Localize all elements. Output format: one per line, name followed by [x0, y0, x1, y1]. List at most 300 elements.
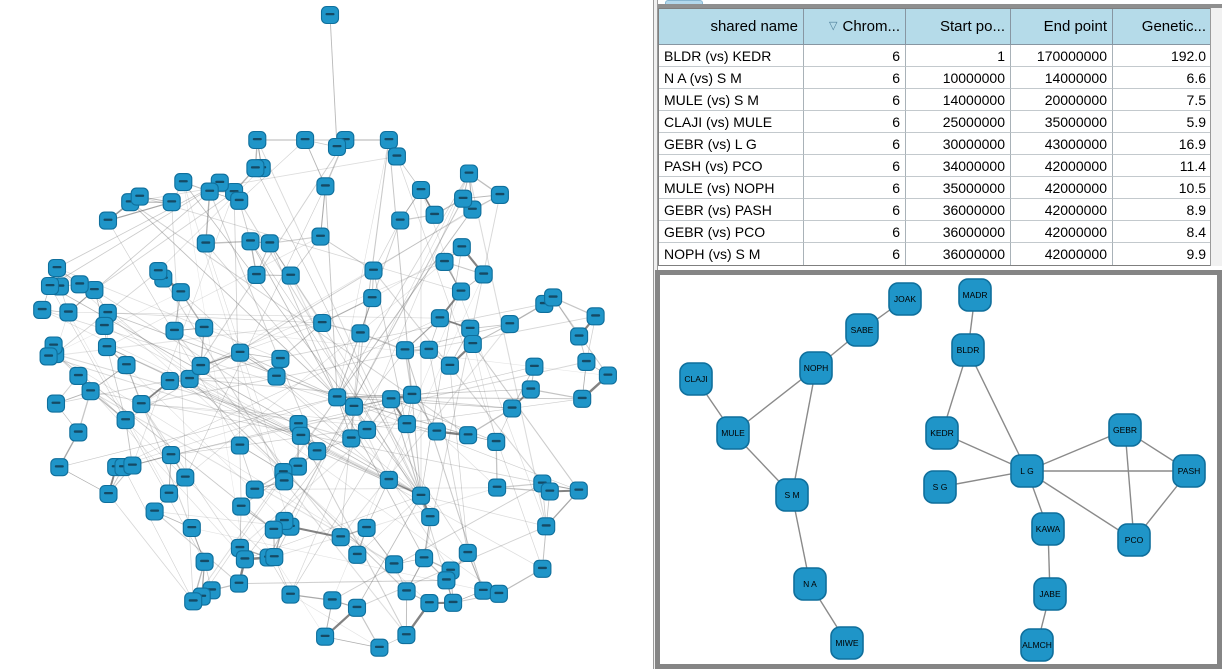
table-cell[interactable]: 16.9: [1113, 133, 1211, 155]
table-cell[interactable]: 5.9: [1113, 111, 1211, 133]
network-node[interactable]: [197, 235, 214, 252]
table-cell[interactable]: 6: [804, 221, 906, 243]
network-node[interactable]: [438, 572, 455, 589]
network-node[interactable]: [248, 266, 265, 283]
network-node[interactable]: [276, 473, 293, 490]
node-label-smudge: [240, 557, 249, 559]
network-node-sabe[interactable]: [846, 314, 878, 346]
network-node[interactable]: [574, 390, 591, 407]
network-node[interactable]: [455, 190, 472, 207]
network-node[interactable]: [42, 278, 59, 295]
network-node-gebr[interactable]: [1109, 414, 1141, 446]
node-label-smudge: [442, 578, 451, 580]
network-node[interactable]: [51, 459, 68, 476]
network-node-almch[interactable]: [1021, 629, 1053, 661]
node-label-smudge: [253, 138, 262, 140]
node-label-smudge: [286, 593, 295, 595]
table-row[interactable]: [659, 133, 1211, 155]
node-label-smudge: [279, 470, 288, 472]
node-label-smudge: [74, 430, 83, 432]
node-label-smudge: [250, 488, 259, 490]
network-node[interactable]: [420, 341, 437, 358]
network-node[interactable]: [453, 239, 470, 256]
column-header-label: End point: [1043, 18, 1107, 35]
network-node[interactable]: [185, 593, 202, 610]
network-node[interactable]: [282, 267, 299, 284]
node-label: SABE: [850, 325, 874, 335]
table-cell[interactable]: MULE (vs) S M: [659, 89, 804, 111]
table-cell[interactable]: 43000000: [1011, 133, 1113, 155]
network-node[interactable]: [161, 373, 178, 390]
node-label-smudge: [390, 562, 399, 564]
network-node[interactable]: [60, 304, 77, 321]
table-cell[interactable]: N A (vs) S M: [659, 67, 804, 89]
network-node[interactable]: [231, 437, 248, 454]
node-label-smudge: [100, 324, 109, 326]
table-cell[interactable]: 30000000: [906, 133, 1011, 155]
node-label-smudge: [479, 272, 488, 274]
network-node[interactable]: [365, 262, 382, 279]
node-label-smudge: [333, 395, 342, 397]
network-node[interactable]: [587, 308, 604, 325]
network-node[interactable]: [441, 357, 458, 374]
network-node[interactable]: [124, 457, 141, 474]
subnetwork-view-panel[interactable]: [655, 270, 1222, 669]
network-node[interactable]: [196, 319, 213, 336]
node-label-smudge: [384, 478, 393, 480]
table-cell[interactable]: 42000000: [1011, 155, 1113, 177]
table-cell[interactable]: 11.4: [1113, 155, 1211, 177]
node-label-smudge: [201, 241, 210, 243]
network-node[interactable]: [445, 594, 462, 611]
network-node[interactable]: [242, 233, 259, 250]
table-cell[interactable]: 36000000: [906, 221, 1011, 243]
table-cell[interactable]: 6: [804, 133, 906, 155]
network-node[interactable]: [99, 339, 116, 356]
node-label-smudge: [235, 444, 244, 446]
network-node[interactable]: [233, 498, 250, 515]
network-node[interactable]: [317, 628, 334, 645]
network-node[interactable]: [96, 317, 113, 334]
network-node[interactable]: [488, 433, 505, 450]
network-node[interactable]: [196, 553, 213, 570]
network-node[interactable]: [163, 447, 180, 464]
network-node[interactable]: [538, 518, 555, 535]
table-cell[interactable]: BLDR (vs) KEDR: [659, 45, 804, 67]
node-label-smudge: [408, 393, 417, 395]
network-node[interactable]: [146, 503, 163, 520]
network-node[interactable]: [247, 160, 264, 177]
network-node[interactable]: [232, 344, 249, 361]
network-node[interactable]: [398, 627, 415, 644]
table-cell[interactable]: 6: [804, 243, 906, 265]
network-node[interactable]: [352, 325, 369, 342]
node-label-smudge: [235, 582, 244, 584]
column-header-start-po[interactable]: [906, 9, 1011, 45]
node-label-smudge: [417, 494, 426, 496]
network-node[interactable]: [383, 391, 400, 408]
network-node[interactable]: [578, 353, 595, 370]
table-cell[interactable]: 192.0: [1113, 45, 1211, 67]
filter-funnel-icon[interactable]: ▽: [829, 20, 838, 32]
network-node[interactable]: [34, 301, 51, 318]
network-node[interactable]: [459, 544, 476, 561]
network-node[interactable]: [161, 485, 178, 502]
network-edge-BLDR-LG[interactable]: [968, 350, 1027, 471]
network-node-l-g[interactable]: [1011, 455, 1043, 487]
network-node[interactable]: [436, 253, 453, 270]
network-node-claji[interactable]: [680, 363, 712, 395]
network-node[interactable]: [461, 165, 478, 182]
table-cell[interactable]: 34000000: [906, 155, 1011, 177]
network-node[interactable]: [398, 583, 415, 600]
network-node[interactable]: [201, 183, 218, 200]
node-label-smudge: [493, 486, 502, 488]
network-node[interactable]: [70, 424, 87, 441]
network-node[interactable]: [282, 586, 299, 603]
network-node[interactable]: [462, 320, 479, 337]
table-cell[interactable]: 36000000: [906, 243, 1011, 265]
network-node[interactable]: [133, 396, 150, 413]
table-cell[interactable]: 14000000: [1011, 67, 1113, 89]
network-node-n-a[interactable]: [794, 568, 826, 600]
node-label-smudge: [417, 188, 426, 190]
table-row[interactable]: [659, 177, 1211, 199]
table-cell[interactable]: 36000000: [906, 199, 1011, 221]
network-node[interactable]: [349, 546, 366, 563]
node-label-smudge: [252, 273, 261, 275]
network-node[interactable]: [386, 556, 403, 573]
network-node[interactable]: [297, 132, 314, 149]
network-node[interactable]: [246, 481, 263, 498]
node-label-smudge: [170, 329, 179, 331]
network-node[interactable]: [364, 290, 381, 307]
table-cell[interactable]: 35000000: [906, 177, 1011, 199]
table-cell[interactable]: 6: [804, 111, 906, 133]
table-row[interactable]: [659, 67, 1211, 89]
node-label-smudge: [296, 434, 305, 436]
table-cell[interactable]: CLAJI (vs) MULE: [659, 111, 804, 133]
network-node[interactable]: [192, 357, 209, 374]
table-row[interactable]: [659, 155, 1211, 177]
network-node-s-m[interactable]: [776, 479, 808, 511]
network-node[interactable]: [150, 263, 167, 280]
network-node[interactable]: [131, 188, 148, 205]
network-node[interactable]: [48, 395, 65, 412]
network-node[interactable]: [489, 479, 506, 496]
node-label-smudge: [246, 239, 255, 241]
edge-table-panel: [658, 0, 1222, 266]
table-cell[interactable]: 6: [804, 45, 906, 67]
node-label-smudge: [321, 635, 330, 637]
table-cell[interactable]: 10.5: [1113, 177, 1211, 199]
network-node[interactable]: [272, 350, 289, 367]
node-label-smudge: [276, 357, 285, 359]
node-label-smudge: [318, 321, 327, 323]
network-node[interactable]: [534, 560, 551, 577]
subnetwork-svg: [660, 275, 1217, 664]
network-node[interactable]: [49, 260, 66, 277]
network-node[interactable]: [526, 358, 543, 375]
network-node[interactable]: [398, 416, 415, 433]
network-node[interactable]: [317, 178, 334, 195]
network-node-jabe[interactable]: [1034, 578, 1066, 610]
network-node[interactable]: [332, 529, 349, 546]
node-label-smudge: [55, 465, 64, 467]
table-row[interactable]: [659, 243, 1211, 265]
node-label: N A: [803, 579, 817, 589]
node-label-smudge: [326, 13, 335, 15]
table-cell[interactable]: 6: [804, 199, 906, 221]
node-label: KAWA: [1035, 524, 1061, 534]
table-cell[interactable]: 14000000: [906, 89, 1011, 111]
node-label: MIWE: [835, 638, 859, 648]
network-node[interactable]: [309, 443, 326, 460]
table-cell[interactable]: 170000000: [1011, 45, 1113, 67]
network-node[interactable]: [117, 412, 134, 429]
node-label-smudge: [575, 334, 584, 336]
network-node[interactable]: [359, 421, 376, 438]
table-row[interactable]: [659, 45, 1211, 67]
table-cell[interactable]: GEBR (vs) PASH: [659, 199, 804, 221]
network-node[interactable]: [292, 427, 309, 444]
network-node[interactable]: [312, 228, 329, 245]
table-cell[interactable]: 10000000: [906, 67, 1011, 89]
network-node[interactable]: [416, 550, 433, 567]
node-label-smudge: [479, 589, 488, 591]
network-node[interactable]: [464, 336, 481, 353]
network-node[interactable]: [266, 549, 283, 566]
network-node[interactable]: [388, 148, 405, 165]
network-node[interactable]: [522, 381, 539, 398]
network-node[interactable]: [166, 322, 183, 339]
node-label-smudge: [103, 311, 112, 313]
network-node[interactable]: [380, 471, 397, 488]
network-node[interactable]: [426, 206, 443, 223]
table-cell[interactable]: 6: [804, 89, 906, 111]
table-cell[interactable]: 6.6: [1113, 67, 1211, 89]
network-node-mule[interactable]: [717, 417, 749, 449]
network-node[interactable]: [322, 7, 339, 24]
network-node-bldr[interactable]: [952, 334, 984, 366]
network-node-miwe[interactable]: [831, 627, 863, 659]
network-node-pash[interactable]: [1173, 455, 1205, 487]
edge-attribute-table: [658, 8, 1212, 266]
node-label-smudge: [316, 235, 325, 237]
column-header-shared-name[interactable]: [659, 9, 804, 45]
node-label-smudge: [90, 288, 99, 290]
network-node[interactable]: [314, 315, 331, 332]
network-node[interactable]: [421, 595, 438, 612]
network-node[interactable]: [172, 284, 189, 301]
network-node[interactable]: [491, 186, 508, 203]
network-node[interactable]: [453, 283, 470, 300]
node-label-smudge: [402, 422, 411, 424]
network-node[interactable]: [349, 599, 366, 616]
network-node[interactable]: [570, 482, 587, 499]
network-edge: [124, 467, 194, 601]
column-header-label: Genetic...: [1141, 18, 1206, 35]
node-label-smudge: [526, 387, 535, 389]
node-label-smudge: [235, 546, 244, 548]
network-node[interactable]: [413, 487, 430, 504]
network-node[interactable]: [261, 235, 278, 252]
network-node-kedr[interactable]: [926, 417, 958, 449]
node-label-smudge: [167, 453, 176, 455]
network-node-madr[interactable]: [959, 279, 991, 311]
node-label: JABE: [1039, 589, 1061, 599]
network-node[interactable]: [422, 509, 439, 526]
column-header-genetic[interactable]: [1113, 9, 1211, 45]
table-cell[interactable]: 9.9: [1186, 246, 1206, 262]
table-cell[interactable]: NOPH (vs) S M: [659, 243, 804, 265]
table-cell[interactable]: 42000000: [1011, 243, 1113, 265]
node-label-smudge: [432, 430, 441, 432]
node-label-smudge: [457, 290, 466, 292]
network-edge: [421, 496, 546, 527]
network-node[interactable]: [428, 423, 445, 440]
network-node[interactable]: [265, 521, 282, 538]
node-label-smudge: [293, 465, 302, 467]
network-node[interactable]: [431, 310, 448, 327]
node-label: GEBR: [1112, 425, 1138, 435]
network-node[interactable]: [475, 582, 492, 599]
network-node[interactable]: [413, 182, 430, 199]
table-scrollbar[interactable]: [1210, 8, 1222, 266]
node-label-smudge: [542, 524, 551, 526]
table-row[interactable]: [659, 89, 1211, 111]
column-header-label: Chrom...: [842, 18, 900, 35]
network-node[interactable]: [236, 551, 253, 568]
node-label-smudge: [269, 528, 278, 530]
table-cell[interactable]: 8.4: [1113, 221, 1211, 243]
network-edge-NOPH-SM[interactable]: [792, 368, 816, 495]
column-header-chrom[interactable]: [804, 9, 906, 45]
node-label-smudge: [137, 402, 146, 404]
node-label-smudge: [495, 193, 504, 195]
table-row[interactable]: [659, 221, 1211, 243]
node-label-smudge: [574, 489, 583, 491]
table-row[interactable]: [659, 199, 1211, 221]
table-cell[interactable]: 35000000: [1011, 111, 1113, 133]
network-node[interactable]: [163, 194, 180, 211]
network-node[interactable]: [249, 132, 266, 149]
node-label-smudge: [353, 553, 362, 555]
network-node[interactable]: [346, 398, 363, 415]
node-label-smudge: [104, 492, 113, 494]
network-node[interactable]: [183, 520, 200, 537]
network-node[interactable]: [599, 367, 616, 384]
node-label: L G: [1020, 466, 1034, 476]
network-node[interactable]: [231, 575, 248, 592]
node-label-smudge: [582, 360, 591, 362]
table-cell[interactable]: 6: [804, 177, 906, 199]
table-cell[interactable]: MULE (vs) NOPH: [659, 177, 804, 199]
node-label-smudge: [165, 379, 174, 381]
column-header-end-point[interactable]: [1011, 9, 1113, 45]
node-label-smudge: [356, 331, 365, 333]
network-node[interactable]: [324, 592, 341, 609]
network-node[interactable]: [343, 430, 360, 447]
node-label-smudge: [52, 402, 61, 404]
node-label: JOAK: [893, 294, 917, 304]
table-cell[interactable]: 25000000: [906, 111, 1011, 133]
table-cell[interactable]: 6: [804, 67, 906, 89]
network-node[interactable]: [268, 368, 285, 385]
table-cell[interactable]: 7.5: [1113, 89, 1211, 111]
network-node[interactable]: [371, 639, 388, 656]
network-node-noph[interactable]: [800, 352, 832, 384]
network-node[interactable]: [571, 328, 588, 345]
network-node[interactable]: [358, 519, 375, 536]
network-node[interactable]: [231, 192, 248, 209]
node-label-smudge: [425, 601, 434, 603]
table-cell[interactable]: PASH (vs) PCO: [659, 155, 804, 177]
network-node[interactable]: [175, 174, 192, 191]
node-label-smudge: [333, 145, 342, 147]
table-cell[interactable]: GEBR (vs) L G: [659, 133, 804, 155]
table-cell[interactable]: 42000000: [1011, 221, 1113, 243]
node-label-smudge: [387, 397, 396, 399]
node-label-smudge: [549, 295, 558, 297]
table-row[interactable]: [659, 111, 1211, 133]
node-label-smudge: [135, 195, 144, 197]
table-cell[interactable]: 8.9: [1113, 199, 1211, 221]
network-node-kawa[interactable]: [1032, 513, 1064, 545]
network-node[interactable]: [504, 400, 521, 417]
table-cell[interactable]: GEBR (vs) PCO: [659, 221, 804, 243]
network-edge: [374, 271, 550, 492]
network-node[interactable]: [40, 348, 57, 365]
table-cell[interactable]: 42000000: [1011, 177, 1113, 199]
table-cell[interactable]: 1: [906, 45, 1011, 67]
node-label-smudge: [280, 479, 289, 481]
network-node[interactable]: [118, 357, 135, 374]
table-cell[interactable]: 6: [804, 155, 906, 177]
node-label-smudge: [402, 633, 411, 635]
network-node[interactable]: [82, 383, 99, 400]
network-node[interactable]: [404, 386, 421, 403]
network-node[interactable]: [100, 486, 117, 503]
table-cell[interactable]: 20000000: [1011, 89, 1113, 111]
network-node[interactable]: [100, 212, 117, 229]
network-node[interactable]: [541, 483, 558, 500]
node-label-smudge: [494, 592, 503, 594]
network-node[interactable]: [329, 139, 346, 156]
node-label: MADR: [962, 290, 988, 300]
network-node[interactable]: [501, 316, 518, 333]
network-node[interactable]: [545, 289, 562, 306]
network-node[interactable]: [460, 427, 477, 444]
node-label-smudge: [392, 154, 401, 156]
network-node[interactable]: [397, 342, 414, 359]
node-label-smudge: [445, 364, 454, 366]
network-node[interactable]: [490, 585, 507, 602]
network-node[interactable]: [177, 469, 194, 486]
network-node[interactable]: [380, 132, 397, 149]
network-node[interactable]: [71, 276, 88, 293]
network-node[interactable]: [475, 266, 492, 283]
network-node-joak[interactable]: [889, 283, 921, 315]
node-label-smudge: [328, 598, 337, 600]
network-node-s-g[interactable]: [924, 471, 956, 503]
table-cell[interactable]: 42000000: [1011, 199, 1113, 221]
network-node[interactable]: [70, 367, 87, 384]
network-node[interactable]: [392, 212, 409, 229]
node-label-smudge: [196, 364, 205, 366]
network-node[interactable]: [329, 389, 346, 406]
network-node-pco[interactable]: [1118, 524, 1150, 556]
